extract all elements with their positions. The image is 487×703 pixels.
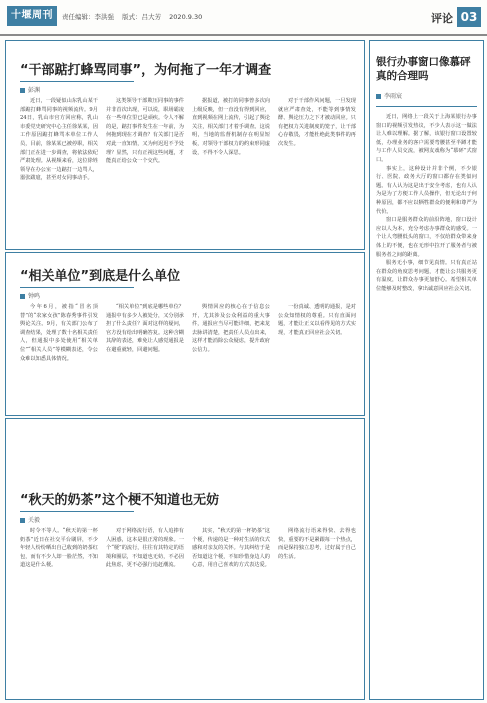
title-rule xyxy=(20,511,134,512)
header-meta xyxy=(62,12,208,21)
paragraph: 窗口是服务群众的前沿阵地，窗口设计应以人为本，充分考虑办事群众的感受。一个让人弯腰低头的窗口，不仅给群众带来身体上的不便，也在无形中拉开了服务者与被服务者之间的距离。 xyxy=(376,217,477,258)
byline-marker xyxy=(376,94,381,99)
issue-date: 2020.9.30 xyxy=(169,13,203,21)
byline xyxy=(20,85,40,94)
article-body xyxy=(20,97,356,243)
article-3 xyxy=(5,418,365,700)
byline-marker xyxy=(20,294,25,299)
author-name: 李雨宸 xyxy=(384,93,403,100)
title-rule xyxy=(20,287,134,288)
paragraph: 据报道，被打的同事曾多次向上级反映，但一直没有得到回应，直到视频在网上流传，引起了舆论关注，相关部门才着手调查。这说明，当地的监督机制存在明显短板，对领导干部权力的约束形同虚设，不得不令人深思。 xyxy=(192,98,270,156)
byline xyxy=(20,515,40,524)
sidebar-byline xyxy=(376,91,477,100)
text-column xyxy=(192,97,270,243)
paragraph: 网络流行语来得快、去得也快，重要的不是紧跟每一个热点，而是保持独立思考，过好属于自己的生活。 xyxy=(278,528,356,560)
paragraph: 今年6月，被指“冒名顶替”的“农家女孩”陈春秀事件引发舆论关注。9月，有关部门公布了调查结果，处理了数十名相关责任人，但通报中多处使用“相关单位”“相关人员”等模糊表述，令公众难以知悉具体情况。 xyxy=(20,304,98,362)
text-column xyxy=(106,527,184,693)
text-column xyxy=(192,303,270,409)
paragraph: 服务无小事，细节见真情。只有真正站在群众的角度思考问题，才能让公共服务更有温度，让群众办事更加舒心。希望相关单位能够及时整改，拿出诚意回应社会关切。 xyxy=(376,260,477,292)
sidebar-body xyxy=(376,113,477,293)
sidebar-article xyxy=(369,40,484,700)
page-header xyxy=(0,0,487,36)
author-name: 钟鸣 xyxy=(28,293,41,300)
byline xyxy=(20,291,40,300)
text-column xyxy=(20,97,98,243)
sidebar-rule xyxy=(376,106,477,107)
editor-credit: 责任编辑：李洪强 xyxy=(62,13,114,21)
masthead: 十堰周刊 xyxy=(7,6,57,26)
article-title: “相关单位”到底是什么单位 xyxy=(20,269,181,284)
article-title: “干部踮打蜂骂同事”，为何拖了一年才调查 xyxy=(20,63,272,78)
text-column xyxy=(20,527,98,693)
paragraph: 其实，“秋天的第一杯奶茶”这个梗，传递的是一种对生活的仪式感和对亲友的关怀。与其纠结于是否知道这个梗，不如珍惜身边人的心意，用自己喜欢的方式表达爱。 xyxy=(192,528,270,569)
paragraph: 时令不等人。“秋天的第一杯奶茶”近日在社交平台刷屏，不少年轻人纷纷晒出自己收到的奶茶红包，而有不少人却一脸茫然，不知道这是什么梗。 xyxy=(20,528,98,569)
text-column xyxy=(106,97,184,243)
byline-marker xyxy=(20,88,25,93)
author-name: 关毅 xyxy=(28,517,41,524)
paragraph: “相关单位”到底是哪些单位？通报中有多少人被处分，又分别承担了什么责任？面对这样的疑问，官方没有给出明确答复。这种含糊其辞的表述，难免让人感觉通报是在避重就轻，回避问题。 xyxy=(106,304,184,353)
article-title: “秋天的奶茶”这个梗不知道也无妨 xyxy=(20,493,220,508)
title-rule xyxy=(20,81,134,82)
article-2 xyxy=(5,252,365,416)
article-body xyxy=(20,303,356,409)
designer-credit: 版式：吕大芳 xyxy=(122,13,162,21)
author-name: 彭渊 xyxy=(28,87,41,94)
paragraph: 近日，一段疑似山东乳山某干部踮打蜂骂同事的视频流传。9月24日，乳山市官方回应称，乳山市委党史研究中心主任徐某某，因工作原因踮打蜂骂本单位工作人员，目前，徐某某已被停职，相关部门正在进一步调查，将依法依纪严肃处理。从视频来看，这位徐姓领导在办公室一边踮打一边骂人，嚣张跋扈，甚至对女同事动手。 xyxy=(20,98,98,182)
article-1 xyxy=(5,40,365,250)
byline-marker xyxy=(20,518,25,523)
section-name: 评论 xyxy=(431,12,453,25)
paragraph: 一份真诚、透明的通报，是对公众知情权的尊重。只有直面问题，才能让正义以看得见的方式实现，才能真正回应社会关切。 xyxy=(278,304,356,336)
paragraph: 对于干部作风问题，一旦发现就应严肃查处，不能等到事情发酵、舆论压力之下才被动回应。只有把权力关进制度的笼子，让干部心存敬畏，才能杜绝此类事件的再次发生。 xyxy=(278,98,356,147)
text-column xyxy=(278,527,356,693)
paragraph: 舆情回应的核心在于信息公开，尤其涉及公众利益的重大事件，通报应当尽可能详细，把来龙去脉讲清楚，把责任人员点出来，这样才能消除公众疑虑，提升政府公信力。 xyxy=(192,304,270,353)
article-body xyxy=(20,527,356,693)
paragraph: 这类领导干部欺压同事的事件并非首次出现，可以说，职场霸凌在一些单位里已是顽疾。令人不解的是，踮打事件发生在一年前，为何拖到现在才调查？有关部门是否对此一直知情，又为何迟迟不予处理？显然，只有正视这些问题，才能真正给公众一个交代。 xyxy=(106,98,184,165)
text-column xyxy=(20,303,98,409)
sidebar-title: 银行办事窗口像慕砰真的合理吗 xyxy=(376,56,471,82)
paragraph: 近日，网络上一段关于上海某银行办事窗口的视频引发热议，不少人表示这一做法让人难以理解。据了解，该银行窗口设置较低，办理业务的客户需要弯腰甚至半蹲才能与工作人员交流，被网友戏称为“慕砰”式窗口。 xyxy=(376,114,477,163)
paragraph: 对于网络流行语，有人追捧有人困惑，这本是很正常的现象。一个“梗”的流行，往往有其特定的语境和圈层，不知道也无妨，不必因此焦虑，更不必强行追赶潮流。 xyxy=(106,528,184,569)
text-column xyxy=(106,303,184,409)
text-column xyxy=(278,303,356,409)
paragraph: 事实上，这种设计并非个例，不少银行、医院、政务大厅的窗口都存在类似问题。有人认为这是出于安全考虑，也有人认为是为了方便工作人员操作，但无论出于何种原因，都不应以牺牲群众的便利和尊严为代价。 xyxy=(376,165,477,215)
text-column xyxy=(192,527,270,693)
text-column xyxy=(278,97,356,243)
page-number: 03 xyxy=(457,7,481,27)
